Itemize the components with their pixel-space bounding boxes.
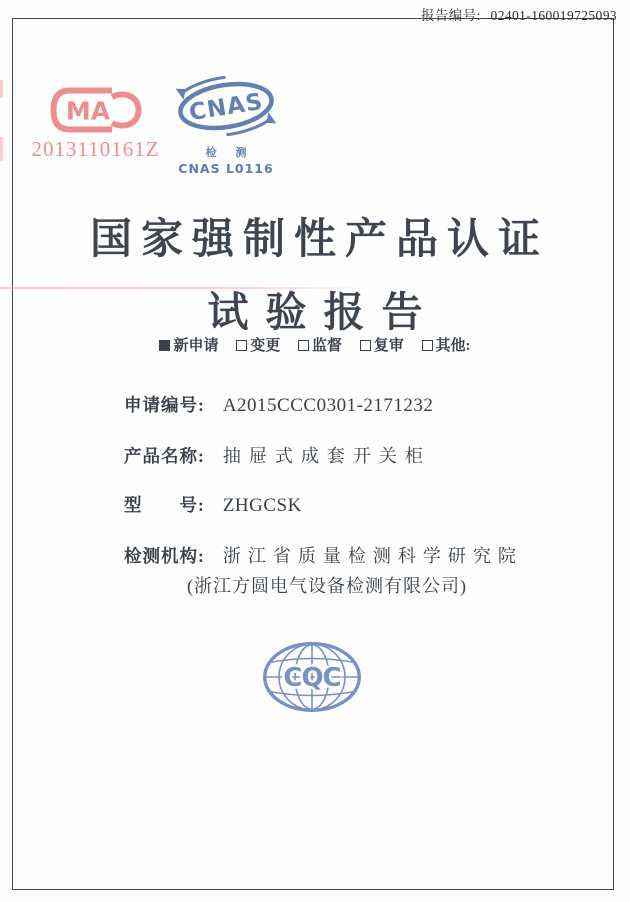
option-other [422,334,471,355]
cqc-globe-icon [262,641,362,713]
cnas-emblem-icon [168,76,284,138]
scan-artifact-left-mark-2 [0,137,3,161]
scan-artifact-horizontal-line [0,287,372,289]
cqc-logo [262,641,362,713]
application-type-row [0,334,630,355]
scan-artifact-left-mark-1 [0,80,3,98]
cma-cert-number: 2013110161Z [31,137,160,161]
form-fields [124,392,523,596]
option-change-label: 变更 [250,338,281,354]
field-test-organization-value: 浙江省质量检测科学研究院 [222,546,523,566]
option-supervision-label: 监督 [312,338,343,354]
field-test-organization-alt-value: (浙江方圆电气设备检测有限公司) [187,576,467,596]
report-number-line [421,4,617,24]
option-supervision [298,334,342,355]
option-other-label: 其他: [435,338,471,354]
checkbox-supervision-icon [298,340,309,351]
field-model-label: 型 号: [124,495,205,515]
checkbox-review-icon [360,340,371,351]
report-number-label: 报告编号: [421,8,481,23]
option-review [360,334,404,355]
cma-emblem-icon [50,86,142,134]
option-change [236,334,280,355]
cnas-caption: 检 测 [205,147,255,159]
cnas-logo [167,76,285,176]
report-number-value: 02401-160019725093 [490,8,617,23]
option-new-application-label: 新申请 [173,338,219,354]
field-product-name-label: 产品名称: [124,446,205,466]
field-product-name-value: 抽屉式成套开关柜 [222,446,431,466]
field-application-number [124,392,523,416]
field-application-number-label: 申请编号: [124,395,205,415]
cnas-letters: CNAS [187,88,266,127]
title-line-2: 试验报告 [207,289,440,335]
field-model-value: ZHGCSK [222,495,302,516]
field-test-organization [124,542,523,566]
document-title [0,206,630,338]
cma-logo [28,86,163,162]
option-new-application [159,334,218,355]
checkbox-new-application-icon [159,340,170,351]
checkbox-change-icon [236,340,247,351]
cqc-letters: CQC [283,663,341,693]
cnas-code: CNAS L0116 [178,161,274,176]
field-test-organization-label: 检测机构: [124,546,205,566]
option-review-label: 复审 [373,338,404,354]
field-product-name [124,442,523,466]
checkbox-other-icon [422,340,433,351]
title-line-1: 国家强制性产品认证 [89,217,549,263]
field-model [124,492,523,516]
field-application-number-value: A2015CCC0301-2171232 [222,395,434,416]
cma-letters: MA [65,96,110,126]
